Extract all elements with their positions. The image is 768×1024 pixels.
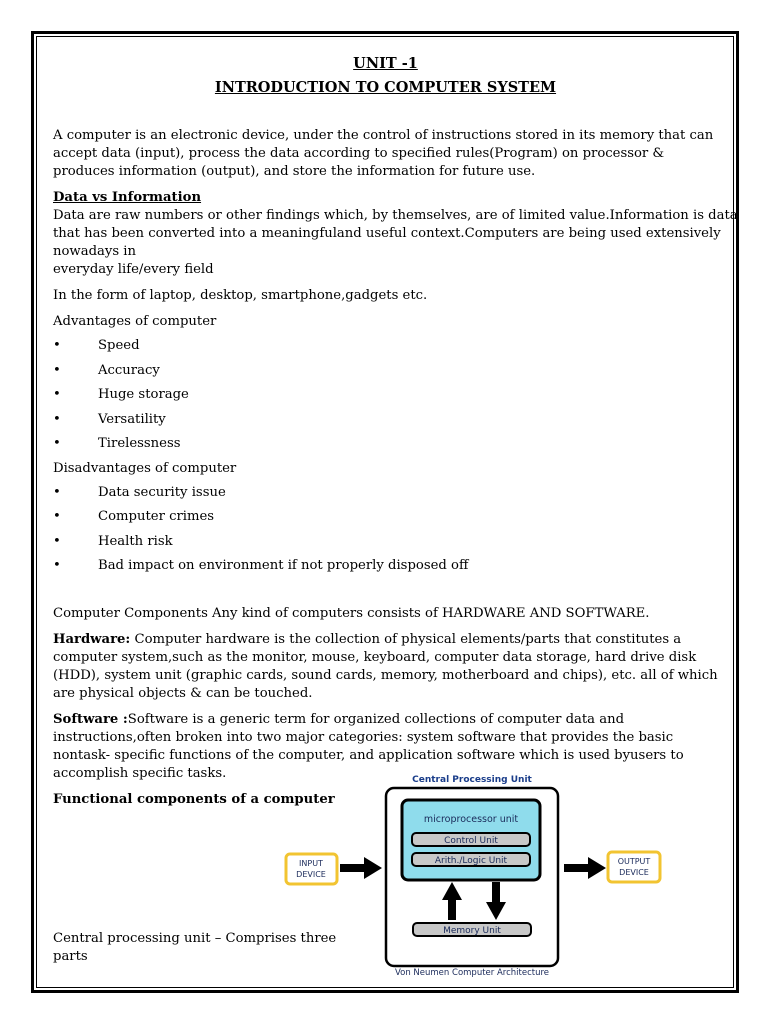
cpu-title: Central Processing Unit	[412, 775, 532, 785]
disadvantage-item: Health risk	[98, 533, 173, 549]
control-unit-label: Control Unit	[444, 836, 498, 846]
list-item	[53, 386, 718, 404]
software-label: Software :	[53, 712, 128, 727]
list-item	[53, 362, 718, 380]
hardware-paragraph	[53, 631, 718, 703]
bullet-icon: •	[53, 387, 61, 402]
software-text: Software is a generic term for organized collections of computer data and instructions,often broken into two major categories: system software that provides the basic nontask- specific functions of the computer, and application software which is used byusers to accomplish specific tasks.	[53, 712, 684, 781]
input-device-label-1: INPUT	[299, 859, 323, 868]
bullet-icon: •	[53, 484, 61, 500]
advantage-item: Speed	[98, 338, 140, 353]
diagram-caption: Von Neumen Computer Architecture	[394, 968, 550, 978]
unit-heading: UNIT -1	[353, 55, 418, 72]
output-device-label-2: DEVICE	[619, 868, 649, 877]
intro-paragraph: A computer is an electronic device, under the control of instructions stored in its memory that can accept data (input), process the data according to specified rules(Program) on processor & produces information (output), and store the information for future use.	[53, 128, 714, 179]
bullet-icon: •	[53, 411, 61, 427]
bullet-icon: •	[53, 362, 61, 378]
disadvantages-heading: Disadvantages of computer	[53, 460, 237, 476]
advantage-item: Versatility	[98, 411, 166, 427]
disadvantage-item: Computer crimes	[98, 509, 215, 524]
input-device-label-2: DEVICE	[296, 870, 326, 879]
output-device-label-1: OUTPUT	[617, 857, 651, 866]
memory-unit-label: Memory Unit	[443, 926, 501, 936]
alu-label: Arith./Logic Unit	[434, 856, 508, 866]
list-item	[53, 337, 718, 355]
advantage-item: Accuracy	[98, 362, 160, 378]
data-info-line-3: nowadays in	[53, 244, 137, 259]
bullet-icon: •	[53, 558, 61, 573]
cpu-note: Central processing unit – Comprises three parts	[53, 931, 337, 964]
data-info-line-1: Data are raw numbers or other findings which, by themselves, are of limited value.Information is data	[53, 208, 738, 223]
components-line: Computer Components Any kind of computers consists of HARDWARE AND SOFTWARE.	[53, 606, 650, 621]
data-info-line-4: everyday life/every field	[53, 262, 214, 277]
page-title: INTRODUCTION TO COMPUTER SYSTEM	[214, 79, 557, 96]
arrow-right-icon	[340, 857, 382, 879]
advantages-list	[53, 337, 718, 453]
disadvantage-item: Data security issue	[98, 484, 226, 500]
bullet-icon: •	[53, 338, 61, 353]
bullet-icon: •	[53, 436, 61, 451]
functional-components-heading: Functional components of a computer	[53, 792, 335, 807]
arrow-right-icon	[564, 857, 606, 879]
bullet-icon: •	[53, 533, 61, 549]
data-info-line-2: that has been converted into a meaningfuland useful context.Computers are being used extensively	[53, 226, 721, 241]
disadvantages-list	[53, 484, 718, 576]
microprocessor-label: microprocessor unit	[423, 814, 519, 825]
forms-line: In the form of laptop, desktop, smartphone,gadgets etc.	[53, 288, 428, 303]
list-item	[53, 557, 718, 575]
advantage-item: Huge storage	[98, 387, 189, 402]
list-item	[53, 411, 718, 429]
list-item	[53, 435, 718, 453]
list-item	[53, 484, 718, 502]
advantages-heading: Advantages of computer	[53, 314, 217, 329]
list-item	[53, 508, 718, 526]
list-item	[53, 533, 718, 551]
data-vs-information-heading: Data vs Information	[53, 190, 202, 205]
von-neumann-diagram	[276, 772, 696, 982]
advantage-item: Tirelessness	[98, 436, 181, 451]
hardware-label: Hardware:	[53, 632, 131, 647]
hardware-text: Computer hardware is the collection of physical elements/parts that constitutes a computer system,such as the monitor, mouse, keyboard, computer data storage, hard drive disk (HDD), system unit (graphic cards, sound cards, memory, motherboard and chips), etc. all of which are physical objects & can be touched.	[53, 632, 718, 701]
bullet-icon: •	[53, 509, 61, 524]
disadvantage-item: Bad impact on environment if not properly disposed off	[98, 558, 469, 573]
